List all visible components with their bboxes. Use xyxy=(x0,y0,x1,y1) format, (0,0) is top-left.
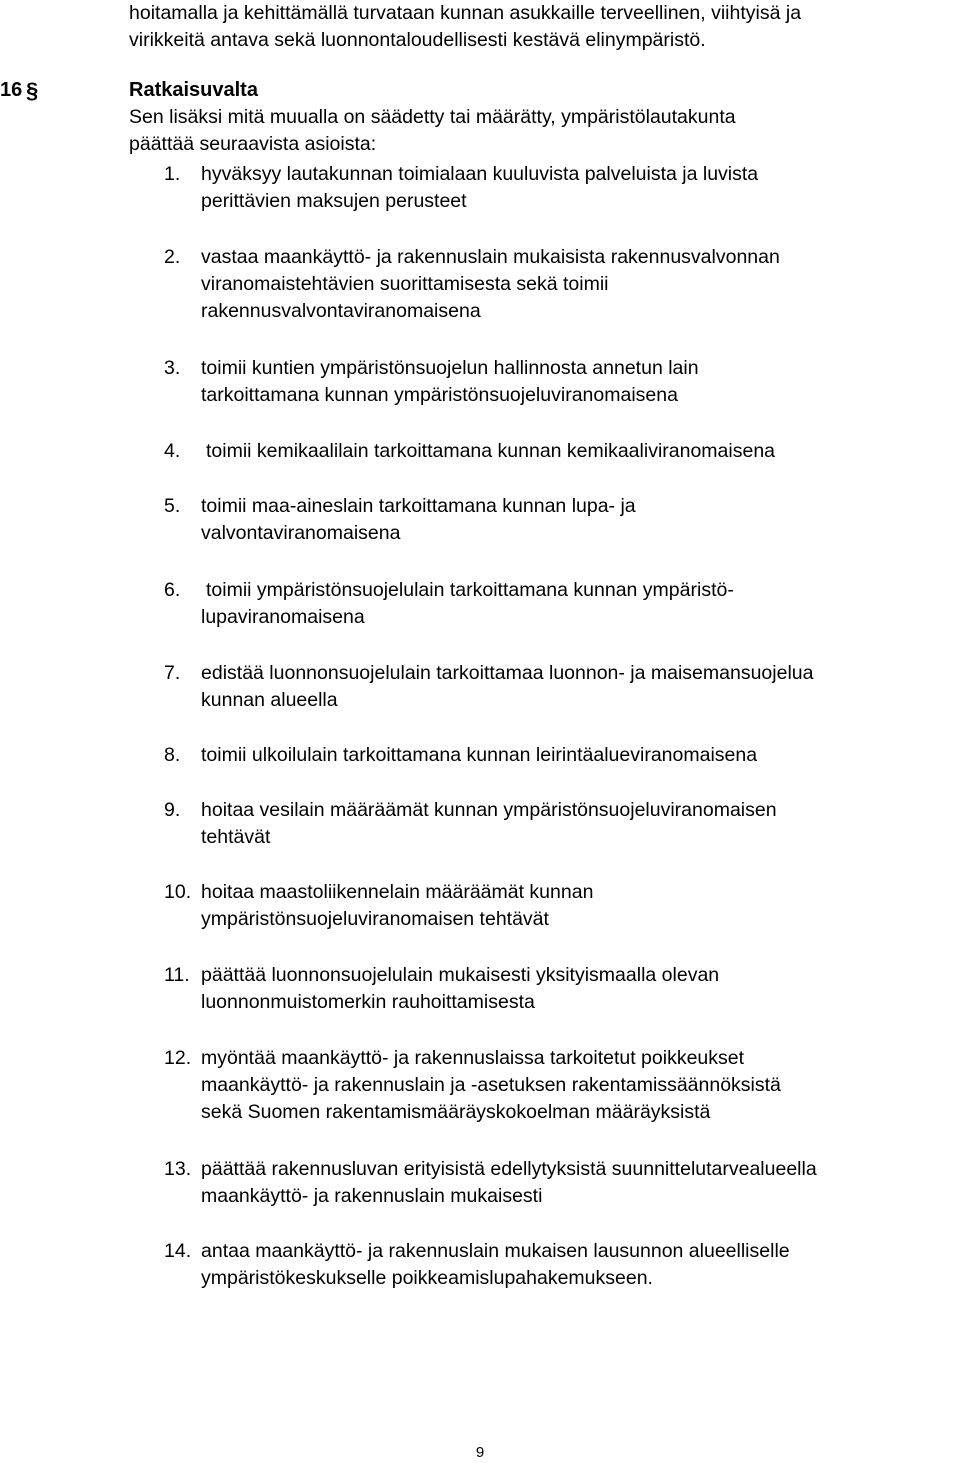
list-item-line: viranomaistehtävien suorittamisesta sekä toimii xyxy=(201,273,609,295)
list-item-text xyxy=(206,438,775,465)
list-item-line: valvontaviranomaisena xyxy=(201,522,401,544)
list-item-number: 4. xyxy=(164,440,181,462)
list-item-line: maankäyttö- ja rakennuslain ja -asetuksen rakentamissäännöksistä xyxy=(201,1074,781,1096)
list-item-line: hyväksyy lautakunnan toimialaan kuuluvista palveluista ja luvista xyxy=(201,163,759,185)
list-item-line: rakennusvalvontaviranomaisena xyxy=(201,300,481,322)
list-item-number: 6. xyxy=(164,579,181,601)
list-item-text xyxy=(201,742,757,769)
list-item-line: lupaviranomaisena xyxy=(201,606,365,628)
list-item-number: 8. xyxy=(164,744,181,766)
list-item-line: tehtävät xyxy=(201,826,271,848)
section-mark: § xyxy=(26,78,39,103)
list-item-number: 14. xyxy=(164,1240,192,1262)
list-item-text xyxy=(201,1156,817,1210)
page-number: 9 xyxy=(475,1444,485,1461)
list-item-line: ympäristökeskukselle poikkeamislupahakemukseen. xyxy=(201,1267,653,1289)
list-item-text xyxy=(201,1238,790,1292)
list-item-number: 7. xyxy=(164,662,181,684)
list-item-line: päättää luonnonsuojelulain mukaisesti yksityismaalla olevan xyxy=(201,964,720,986)
list-item-line: maankäyttö- ja rakennuslain mukaisesti xyxy=(201,1185,543,1207)
list-item-number: 5. xyxy=(164,495,181,517)
list-item-line: päättää rakennusluvan erityisistä edellytyksistä suunnittelutarvealueella xyxy=(201,1158,817,1180)
list-item-line: luonnonmuistomerkin rauhoittamisesta xyxy=(201,991,535,1013)
list-item-line: toimii maa-aineslain tarkoittamana kunnan lupa- ja xyxy=(201,495,636,517)
list-item-line: antaa maankäyttö- ja rakennuslain mukaisen lausunnon alueelliselle xyxy=(201,1240,790,1262)
list-item-number: 2. xyxy=(164,246,181,268)
section-number: 16 xyxy=(0,79,23,101)
list-item-text xyxy=(201,1045,781,1126)
list-item-text xyxy=(201,879,593,933)
list-item-number: 12. xyxy=(164,1047,192,1069)
list-item-text xyxy=(201,493,636,547)
list-item-line: perittävien maksujen perusteet xyxy=(201,190,467,212)
list-item-line: toimii kemikaalilain tarkoittamana kunnan kemikaaliviranomaisena xyxy=(206,440,776,462)
list-item-line: toimii ulkoilulain tarkoittamana kunnan leirintäalueviranomaisena xyxy=(201,744,758,766)
list-item-line: edistää luonnonsuojelulain tarkoittamaa luonnon- ja maisemansuojelua xyxy=(201,662,814,684)
list-item-text xyxy=(201,161,758,215)
list-item-number: 1. xyxy=(164,163,181,185)
list-item-line: sekä Suomen rakentamismääräyskokoelman määräyksistä xyxy=(201,1101,711,1123)
list-item-number: 9. xyxy=(164,799,181,821)
list-item-text xyxy=(201,355,699,409)
list-item-number: 3. xyxy=(164,357,181,379)
list-item-text xyxy=(201,962,719,1016)
list-item-text xyxy=(201,660,813,714)
list-item-line: hoitaa vesilain määräämät kunnan ympäristönsuojeluviranomaisen xyxy=(201,799,777,821)
list-item-line: kunnan alueella xyxy=(201,689,338,711)
intro-line-2: virikkeitä antava sekä luonnontaloudellisesti kestävä elinympäristö. xyxy=(129,29,706,51)
intro-line-1: hoitamalla ja kehittämällä turvataan kunnan asukkaille terveellinen, viihtyisä ja xyxy=(129,2,802,24)
list-item-line: myöntää maankäyttö- ja rakennuslaissa tarkoitetut poikkeukset xyxy=(201,1047,745,1069)
list-item-number: 10. xyxy=(164,881,192,903)
list-item-line: toimii kuntien ympäristönsuojelun hallinnosta annetun lain xyxy=(201,357,699,379)
list-item-number: 13. xyxy=(164,1158,192,1180)
list-item-number: 11. xyxy=(164,964,190,986)
list-item-line: vastaa maankäyttö- ja rakennuslain mukaisista rakennusvalvonnan xyxy=(201,246,780,268)
section-intro-line-2: päättää seuraavista asioista: xyxy=(129,133,377,155)
list-item-line: ympäristönsuojeluviranomaisen tehtävät xyxy=(201,908,549,930)
section-intro-line-1: Sen lisäksi mitä muualla on säädetty tai määrätty, ympäristölautakunta xyxy=(129,106,736,128)
list-item-text xyxy=(201,244,780,325)
section-title: Ratkaisuvalta xyxy=(129,79,258,101)
list-item-line: tarkoittamana kunnan ympäristönsuojeluviranomaisena xyxy=(201,384,678,406)
list-item-line: toimii ympäristönsuojelulain tarkoittamana kunnan ympäristö- xyxy=(206,579,734,601)
list-item-line: hoitaa maastoliikennelain määräämät kunnan xyxy=(201,881,594,903)
list-item-text xyxy=(201,797,777,851)
list-item-text xyxy=(201,577,734,631)
